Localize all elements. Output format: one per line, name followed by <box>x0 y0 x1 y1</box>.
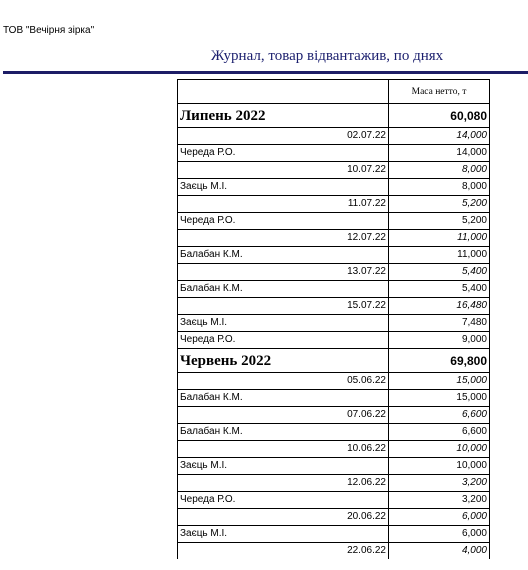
date-mass-cell: 6,000 <box>389 509 490 526</box>
date-cell: 02.07.22 <box>178 128 389 145</box>
person-row <box>178 458 490 475</box>
person-row <box>178 281 490 298</box>
person-row <box>178 390 490 407</box>
date-row <box>178 196 490 213</box>
person-mass-cell: 5,200 <box>389 213 490 230</box>
date-mass-cell: 3,200 <box>389 475 490 492</box>
person-row <box>178 247 490 264</box>
date-row <box>178 407 490 424</box>
person-row <box>178 179 490 196</box>
title-divider <box>3 71 528 74</box>
person-name-cell: Балабан К.М. <box>178 390 389 407</box>
month-mass-cell: 69,800 <box>389 349 490 373</box>
date-mass-cell: 6,600 <box>389 407 490 424</box>
person-mass-cell: 8,000 <box>389 179 490 196</box>
company-name: ТОВ "Вечірня зірка" <box>3 25 95 36</box>
date-row <box>178 298 490 315</box>
date-mass-cell: 8,000 <box>389 162 490 179</box>
date-mass-cell: 15,000 <box>389 373 490 390</box>
person-mass-cell: 9,000 <box>389 332 490 349</box>
date-cell: 12.06.22 <box>178 475 389 492</box>
person-name-cell: Заєць М.І. <box>178 526 389 543</box>
person-mass-cell: 10,000 <box>389 458 490 475</box>
date-cell: 12.07.22 <box>178 230 389 247</box>
person-row <box>178 315 490 332</box>
person-mass-cell: 6,600 <box>389 424 490 441</box>
date-mass-cell: 5,200 <box>389 196 490 213</box>
person-name-cell: Череда Р.О. <box>178 492 389 509</box>
date-row <box>178 475 490 492</box>
report-table <box>177 79 490 559</box>
date-row <box>178 509 490 526</box>
person-mass-cell: 6,000 <box>389 526 490 543</box>
date-mass-cell: 5,400 <box>389 264 490 281</box>
person-name-cell: Балабан К.М. <box>178 247 389 264</box>
person-name-cell: Череда Р.О. <box>178 145 389 162</box>
person-row <box>178 492 490 509</box>
person-name-cell: Балабан К.М. <box>178 281 389 298</box>
person-mass-cell: 5,400 <box>389 281 490 298</box>
date-row <box>178 264 490 281</box>
date-cell: 13.07.22 <box>178 264 389 281</box>
person-row <box>178 213 490 230</box>
date-cell: 15.07.22 <box>178 298 389 315</box>
date-mass-cell: 4,000 <box>389 543 490 560</box>
date-mass-cell: 14,000 <box>389 128 490 145</box>
person-mass-cell: 15,000 <box>389 390 490 407</box>
date-row <box>178 441 490 458</box>
person-mass-cell: 11,000 <box>389 247 490 264</box>
date-cell: 05.06.22 <box>178 373 389 390</box>
person-name-cell: Балабан К.М. <box>178 424 389 441</box>
report-title: Журнал, товар відвантажив, по днях <box>210 48 444 64</box>
date-cell: 11.07.22 <box>178 196 389 213</box>
person-name-cell: Череда Р.О. <box>178 213 389 230</box>
person-mass-cell: 3,200 <box>389 492 490 509</box>
person-name-cell: Череда Р.О. <box>178 332 389 349</box>
date-row <box>178 128 490 145</box>
date-cell: 10.06.22 <box>178 441 389 458</box>
person-name-cell: Заєць М.І. <box>178 458 389 475</box>
date-row <box>178 162 490 179</box>
date-row <box>178 373 490 390</box>
person-mass-cell: 7,480 <box>389 315 490 332</box>
date-cell: 20.06.22 <box>178 509 389 526</box>
month-mass-cell: 60,080 <box>389 104 490 128</box>
month-label: Липень 2022 <box>178 104 389 128</box>
table-header-row <box>178 80 490 104</box>
person-row <box>178 145 490 162</box>
month-label: Червень 2022 <box>178 349 389 373</box>
date-mass-cell: 10,000 <box>389 441 490 458</box>
date-mass-cell: 16,480 <box>389 298 490 315</box>
date-cell: 07.06.22 <box>178 407 389 424</box>
header-empty-cell <box>178 80 389 104</box>
date-cell: 22.06.22 <box>178 543 389 560</box>
person-row <box>178 332 490 349</box>
date-row <box>178 230 490 247</box>
person-row <box>178 424 490 441</box>
month-row <box>178 349 490 373</box>
person-name-cell: Заєць М.І. <box>178 315 389 332</box>
person-row <box>178 526 490 543</box>
person-mass-cell: 14,000 <box>389 145 490 162</box>
column-header-net-mass: Маса нетто, т <box>389 80 490 104</box>
date-cell: 10.07.22 <box>178 162 389 179</box>
date-row <box>178 543 490 560</box>
month-row <box>178 104 490 128</box>
person-name-cell: Заєць М.І. <box>178 179 389 196</box>
date-mass-cell: 11,000 <box>389 230 490 247</box>
